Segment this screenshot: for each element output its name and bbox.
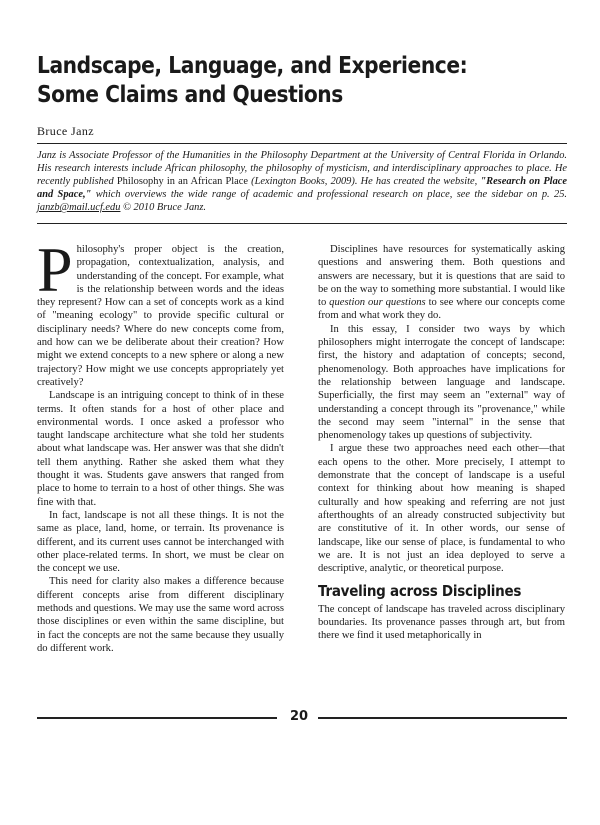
bio-divider: [37, 223, 567, 224]
paragraph-text: Disciplines have resources for systematically asking questions and answering them. Both questions and answers are necessary, but it is questions that are said to be on the way to something more substantial. I would like to: [318, 244, 565, 309]
paragraph: In this essay, I consider two ways by which philosophers might interrogate the concept of landscape: first, the history and adaptation of concepts; second, phenomenology. Both approaches have implications for the relationship between language and landscape. Superficially, the first may seem an "external" way of understanding a concept through its "provenance," while the second may seem "internal" in the sense that phenomenology takes up questions of subjectivity.: [318, 323, 565, 442]
left-column: [37, 234, 284, 655]
right-column: [318, 243, 565, 643]
footer-divider-right: [318, 717, 567, 719]
title-line-1: Landscape, Language, and Experience:: [37, 53, 468, 79]
paragraph: Landscape is an intriguing concept to think of in these terms. It often stands for a host of other place and environmental words. I once asked a professor who taught landscape architecture what she told her students about what landscape was. Her answer was that she didn't tell them anything. Rather she asked them what they thought it was. Students gave answers that ranged from place to home to terrain to a host of other things. She was fine with that.: [37, 390, 284, 508]
header-divider: [37, 143, 567, 144]
emphasis-text: question our questions: [329, 297, 426, 309]
bio-part-2: (Lexington Books, 2009). He has created the website,: [247, 176, 481, 187]
article-title: [37, 52, 512, 110]
author-name: Bruce Janz: [37, 124, 94, 138]
bio-part-1: Janz is Associate Professor of the Humanities in the Philosophy Department at the University of Central Florida in Orlando. His research interests include African philosophy, the philosophy of mysticism, and interdisciplinary approaches to place. He recently published: [37, 150, 567, 187]
title-line-2: Some Claims and Questions: [37, 82, 343, 108]
paragraph: [318, 243, 565, 323]
paragraph: [37, 234, 284, 389]
section-heading: Traveling across Disciplines: [318, 582, 522, 601]
paragraph-text: hilosophy's proper object is the creation, propagation, contextualization, analysis, and understanding of the concept. For example, what is the relationship between words and the ideas they represent? How can a set of concepts work as a kind of "meaning ecology" to provide specific cultural or disciplinary needs? Where do new concepts come from, and how can we be deliberate about their creation? How might we extend concepts to a new sphere or along a new trajectory? How might we use concepts appropriately yet creatively?: [37, 244, 284, 388]
drop-cap: P: [37, 234, 73, 305]
paragraph: In fact, landscape is not all these things. It is not the same as place, land, home, or terrain. Its provenance is different, and its current uses cannot be interchanged with other place-related terms. In short, we must be clear on the concept we use.: [37, 509, 284, 575]
bio-book-title: Philosophy in an African Place: [116, 176, 248, 187]
paragraph-text: to see where our concepts come from and what work they do.: [318, 297, 566, 322]
footer-divider-left: [37, 717, 277, 719]
author-bio: [37, 149, 567, 214]
paragraph: The concept of landscape has traveled across disciplinary boundaries. Its provenance passes through art, but from there we find it used metaphorically in: [318, 603, 565, 642]
paragraph: I argue these two approaches need each other—that each opens to the other. More precisely, I attempt to demonstrate that the concept of landscape is a useful context for thinking about how meaning is shaped culturally and how speaking and referring are not just afterthoughts of an already constructed subjectivity but are constitutive of it. In other words, our sense of landscape, like our sense of place, is fundamental to who we are. It is not just an idea deployed to serve a descriptive, analytic, or theoretical purpose.: [318, 443, 565, 575]
bio-email-link[interactable]: janzb@mail.ucf.edu: [37, 202, 121, 213]
page-number: 20: [290, 709, 309, 724]
paragraph: This need for clarity also makes a difference because different concepts arise from different disciplinary methods and questions. We may use the same word across those disciplines or even within the same discipline, but in fact the concepts are not the same because they usually do different work.: [37, 576, 284, 654]
bio-part-4: © 2010 Bruce Janz.: [120, 202, 206, 213]
bio-website: "Research on Place and Space,": [37, 176, 567, 200]
bio-part-3: which overviews the wide range of academic and professional research on place, see the sidebar on p. 25.: [91, 189, 567, 200]
